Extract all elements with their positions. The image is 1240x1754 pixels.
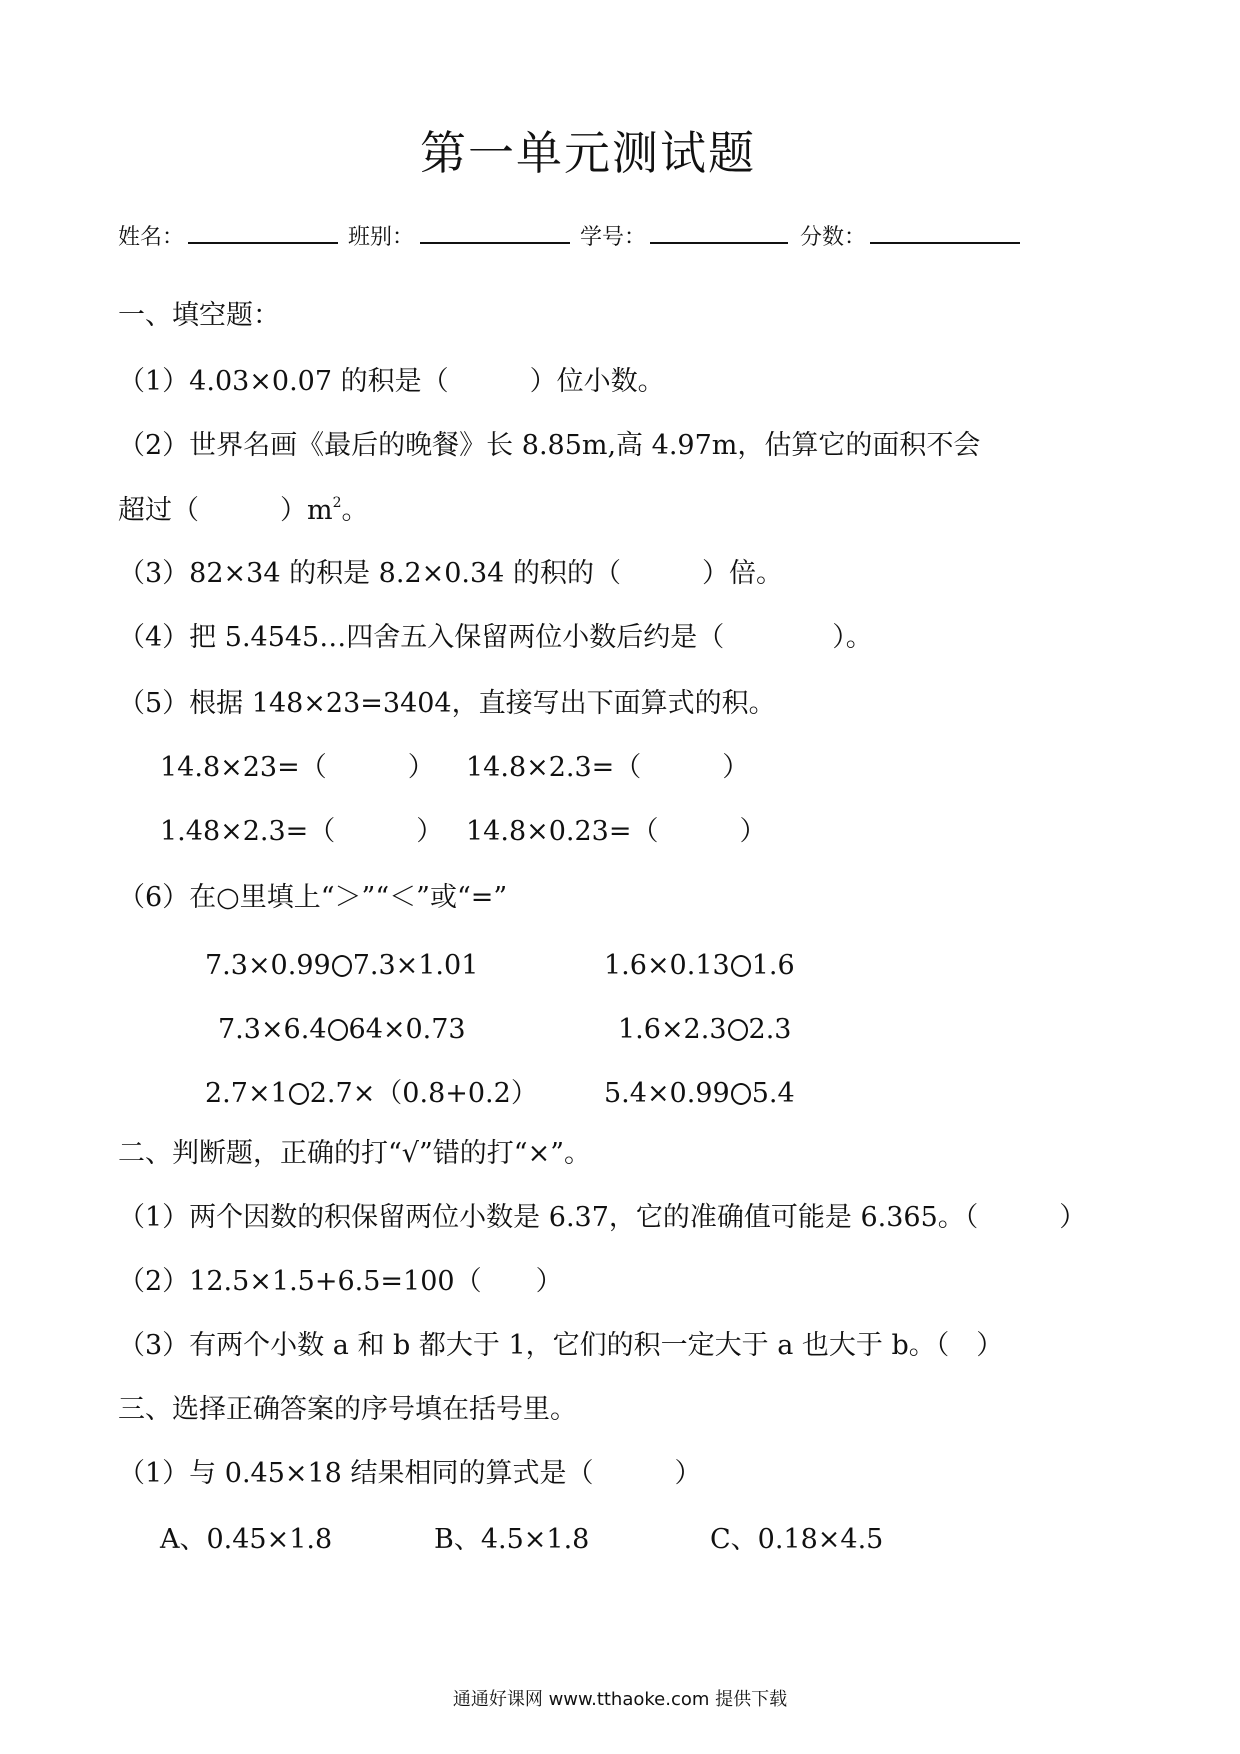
s1-q5-item-c: 1.48×2.3=（ ） bbox=[160, 816, 444, 847]
s1-q5-item-d: 14.8×0.23=（ ） bbox=[466, 816, 767, 847]
s1-q6-item-d bbox=[618, 1016, 791, 1043]
s1-q6-item-f bbox=[604, 1080, 795, 1107]
s1-question-4: （4）把 5.4545…四舍五入保留两位小数后约是（ ）。 bbox=[118, 622, 873, 653]
s3-option-b: B、4.5×1.8 bbox=[434, 1524, 590, 1555]
s2-question-2: （2）12.5×1.5+6.5=100（ ） bbox=[118, 1266, 563, 1297]
s1-question-2-text: 超过（ ）m bbox=[118, 495, 333, 526]
s3-option-a: A、0.45×1.8 bbox=[160, 1524, 333, 1555]
s1-question-3: （3）82×34 的积是 8.2×0.34 的积的（ ）倍。 bbox=[118, 558, 783, 589]
s1-q6-item-c bbox=[218, 1016, 466, 1043]
q6-e-left: 2.7×1 bbox=[205, 1078, 288, 1109]
student-id-blank-line bbox=[650, 242, 788, 244]
s1-question-2-line2 bbox=[118, 496, 369, 524]
q6-c-left: 7.3×6.4 bbox=[218, 1014, 327, 1045]
student-id-label: 学号： bbox=[580, 225, 647, 250]
score-label: 分数： bbox=[800, 225, 867, 250]
q6-a-left: 7.3×0.99 bbox=[205, 950, 331, 981]
s3-question-1: （1）与 0.45×18 结果相同的算式是（ ） bbox=[118, 1458, 702, 1489]
compare-circle-icon bbox=[289, 1083, 309, 1105]
q6-c-right: 64×0.73 bbox=[348, 1014, 466, 1045]
class-blank-line bbox=[420, 242, 570, 244]
q6-b-right: 1.6 bbox=[751, 950, 795, 981]
s1-q6-item-b bbox=[604, 952, 795, 979]
section1-heading: 一、填空题： bbox=[118, 300, 280, 331]
s1-q5-item-a: 14.8×23=（ ） bbox=[160, 752, 435, 783]
s2-question-1: （1）两个因数的积保留两位小数是 6.37，它的准确值可能是 6.365。（ ） bbox=[118, 1202, 1087, 1233]
s2-question-3: （3）有两个小数 a 和 b 都大于 1，它们的积一定大于 a 也大于 b。（ ） bbox=[118, 1330, 1004, 1361]
compare-circle-icon bbox=[731, 1083, 751, 1105]
s1-question-2-line1: （2）世界名画《最后的晚餐》长 8.85m,高 4.97m，估算它的面积不会 bbox=[118, 430, 981, 461]
superscript-2: 2 bbox=[332, 495, 342, 511]
q6-d-left: 1.6×2.3 bbox=[618, 1014, 727, 1045]
name-label: 姓名： bbox=[118, 225, 185, 250]
footer-credit: 通通好课网 www.tthaoke.com 提供下载 bbox=[452, 1689, 788, 1710]
s1-question-6: （6）在○里填上“＞”“＜”或“=” bbox=[118, 882, 508, 913]
score-blank-line bbox=[870, 242, 1020, 244]
s1-question-2-end: 。 bbox=[341, 495, 369, 526]
q6-f-left: 5.4×0.99 bbox=[604, 1078, 730, 1109]
s3-option-c: C、0.18×4.5 bbox=[710, 1524, 884, 1555]
page-title: 第一单元测试题 bbox=[420, 126, 756, 180]
q6-f-right: 5.4 bbox=[751, 1078, 795, 1109]
compare-circle-icon bbox=[328, 1019, 348, 1041]
s1-q6-item-a bbox=[205, 952, 478, 979]
q6-e-right: 2.7×（0.8+0.2） bbox=[309, 1078, 538, 1109]
q6-d-right: 2.3 bbox=[748, 1014, 792, 1045]
s1-q5-item-b: 14.8×2.3=（ ） bbox=[466, 752, 750, 783]
s1-question-1: （1）4.03×0.07 的积是（ ）位小数。 bbox=[118, 366, 665, 397]
s1-question-5: （5）根据 148×23=3404，直接写出下面算式的积。 bbox=[118, 688, 776, 719]
s1-q6-item-e bbox=[205, 1080, 538, 1107]
q6-a-right: 7.3×1.01 bbox=[352, 950, 479, 981]
class-label: 班别： bbox=[348, 225, 415, 250]
section3-heading: 三、选择正确答案的序号填在括号里。 bbox=[118, 1394, 577, 1425]
name-blank-line bbox=[188, 242, 338, 244]
q6-b-left: 1.6×0.13 bbox=[604, 950, 730, 981]
section2-heading: 二、判断题，正确的打“√”错的打“×”。 bbox=[118, 1138, 592, 1169]
compare-circle-icon bbox=[731, 955, 751, 977]
compare-circle-icon bbox=[728, 1019, 748, 1041]
compare-circle-icon bbox=[332, 955, 352, 977]
